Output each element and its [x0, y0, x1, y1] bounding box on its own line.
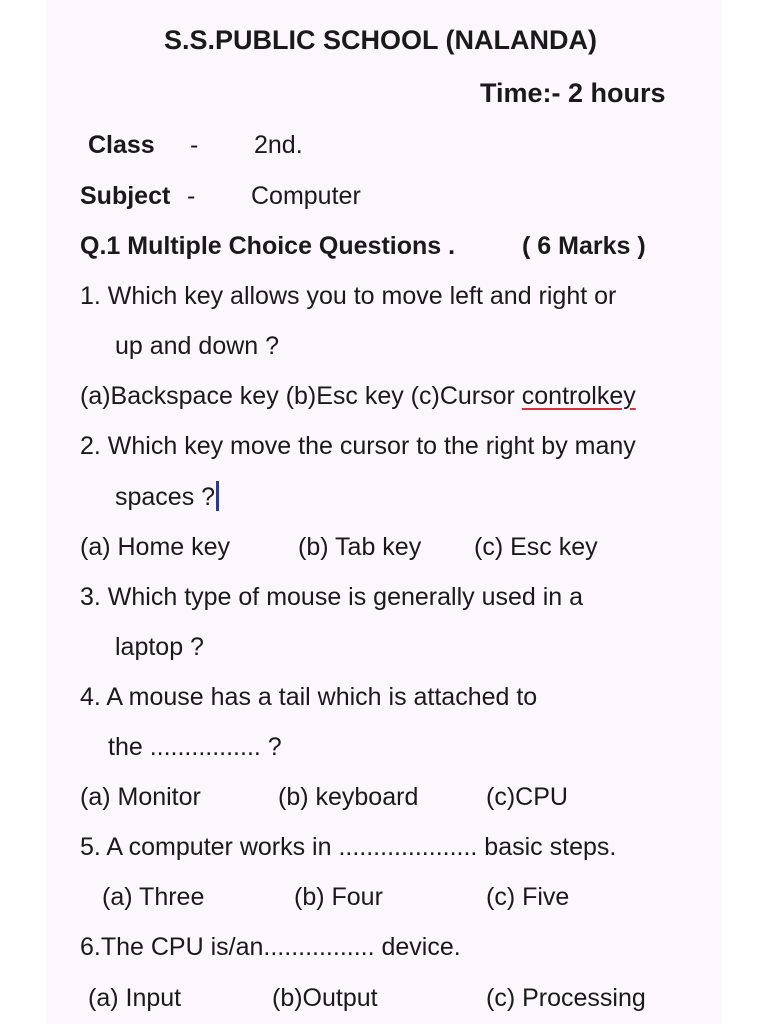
question-2-option-c: (c) Esc key	[474, 533, 598, 561]
question-6-option-b: (b)Output	[272, 984, 378, 1012]
subject-dash: -	[187, 182, 196, 210]
document-page	[46, 0, 722, 1024]
question-4-option-b: (b) keyboard	[278, 783, 419, 811]
subject-label: Subject	[80, 182, 171, 210]
question-2-option-b: (b) Tab key	[298, 533, 422, 561]
question-4-line-1: 4. A mouse has a tail which is attached to	[80, 683, 538, 711]
section-marks: ( 6 Marks )	[522, 232, 646, 260]
question-5-option-b: (b) Four	[294, 883, 383, 911]
question-3-line-1: 3. Which type of mouse is generally used in a	[80, 583, 584, 611]
question-2-line-2-text: spaces ?	[115, 483, 216, 511]
question-4-line-2: the ................ ?	[108, 733, 282, 761]
school-name: S.S.PUBLIC SCHOOL (NALANDA)	[164, 25, 598, 55]
question-6-option-a: (a) Input	[88, 984, 182, 1012]
question-5-line-1: 5. A computer works in .................... basic steps.	[80, 833, 617, 861]
misspelled-word[interactable]: controlkey	[521, 382, 636, 410]
question-1-line-2: up and down ?	[115, 332, 280, 360]
class-label: Class	[88, 131, 155, 159]
text-cursor	[216, 481, 219, 511]
exam-time: Time:- 2 hours	[480, 78, 666, 108]
question-2-line-1: 2. Which key move the cursor to the right by many	[80, 432, 636, 460]
section-title: Q.1 Multiple Choice Questions .	[80, 232, 456, 260]
question-4-option-a: (a) Monitor	[80, 783, 201, 811]
question-5-option-c: (c) Five	[486, 883, 570, 911]
question-4-option-c: (c)CPU	[486, 783, 568, 811]
question-6-line-1: 6.The CPU is/an................ device.	[80, 933, 461, 961]
subject-value: Computer	[251, 182, 361, 210]
class-value: 2nd.	[254, 131, 303, 159]
question-5-option-a: (a) Three	[102, 883, 205, 911]
question-3-line-2: laptop ?	[115, 633, 204, 661]
question-6-option-c: (c) Processing	[486, 984, 646, 1012]
question-2-line-2	[115, 481, 219, 512]
question-1-options	[80, 381, 636, 411]
question-2-option-a: (a) Home key	[80, 533, 231, 561]
question-1-line-1: 1. Which key allows you to move left and right or	[80, 282, 617, 310]
question-1-options-text: (a)Backspace key (b)Esc key (c)Cursor	[80, 382, 522, 410]
class-dash: -	[190, 131, 199, 159]
